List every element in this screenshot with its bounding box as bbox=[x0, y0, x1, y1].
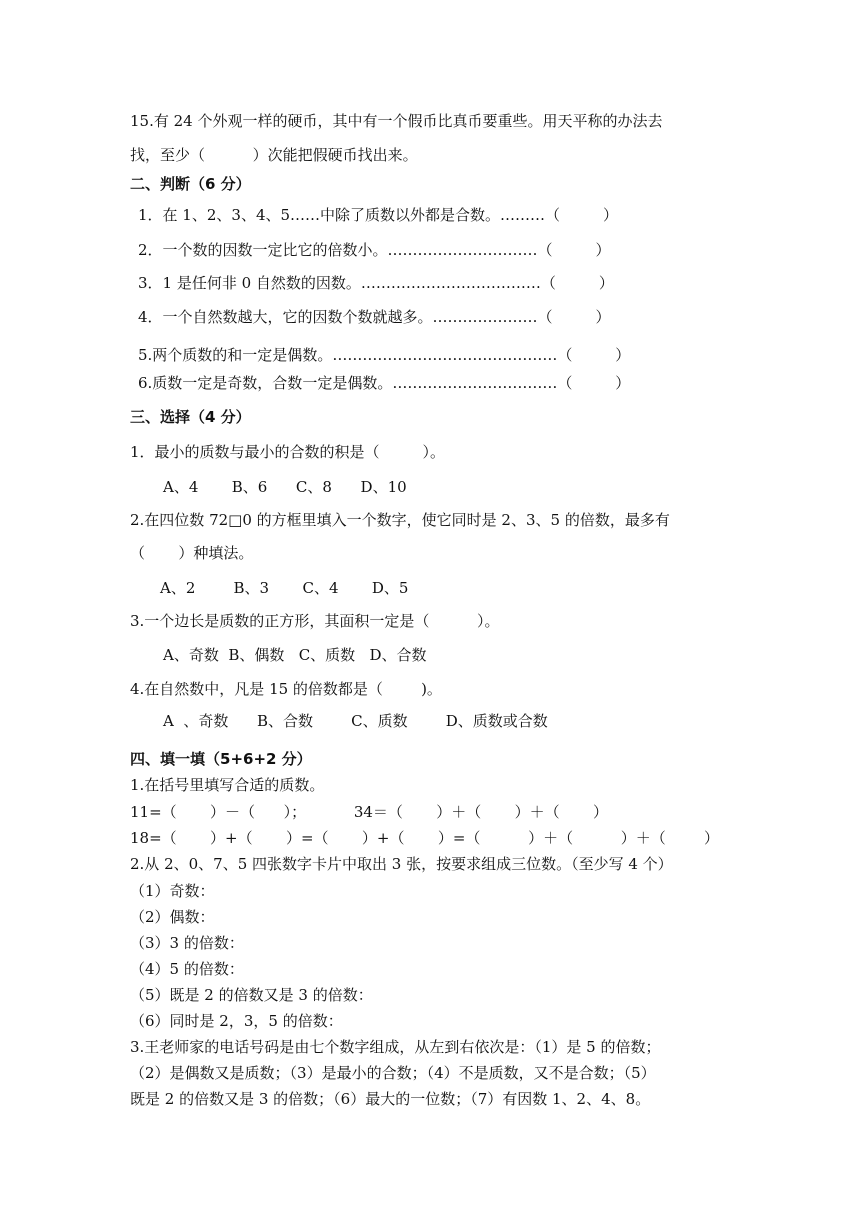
judgement-item-6: 6.质数一定是奇数，合数一定是偶数。……………………………（ ） bbox=[138, 374, 631, 392]
choice-q4: 4.在自然数中，凡是 15 的倍数都是（ )。 bbox=[130, 680, 442, 698]
fill-q3-line-2: （2）是偶数又是质数；（3）是最小的合数；（4）不是质数，又不是合数；（5） bbox=[130, 1064, 656, 1082]
fill-q3-line-3: 既是 2 的倍数又是 3 的倍数；（6）最大的一位数；（7）有因数 1、2、4、8。 bbox=[130, 1090, 651, 1108]
fill-q2-item-5: （5）既是 2 的倍数又是 3 的倍数： bbox=[130, 986, 373, 1004]
fill-q2-item-3: （3）3 的倍数： bbox=[130, 934, 244, 952]
fill-q1-row-1: 11=（ ）－（ ）； 34＝（ ）＋（ ）＋（ ） bbox=[130, 803, 609, 821]
choice-q3-options: A、奇数 B、偶数 C、质数 D、合数 bbox=[163, 646, 427, 664]
fill-q2: 2.从 2、0、7、5 四张数字卡片中取出 3 张，按要求组成三位数。（至少写 4 个） bbox=[130, 855, 673, 873]
fill-q2-item-6: （6）同时是 2，3，5 的倍数： bbox=[130, 1012, 343, 1030]
choice-q1: 1．最小的质数与最小的合数的积是（ ）。 bbox=[130, 443, 445, 461]
fill-q1: 1.在括号里填写合适的质数。 bbox=[130, 776, 325, 794]
choice-q2-line-1: 2.在四位数 72□0 的方框里填入一个数字，使它同时是 2、3、5 的倍数，最多有 bbox=[130, 511, 670, 529]
section-heading-choice: 三、选择（4 分） bbox=[130, 408, 251, 426]
fill-q2-item-4: （4）5 的倍数： bbox=[130, 960, 244, 978]
choice-q4-options: A 、奇数 B、合数 C、质数 D、质数或合数 bbox=[163, 712, 548, 730]
choice-q3: 3.一个边长是质数的正方形，其面积一定是（ ）。 bbox=[130, 612, 500, 630]
judgement-item-1: 1．在 1、2、3、4、5……中除了质数以外都是合数。………（ ） bbox=[138, 206, 618, 224]
choice-q1-options: A、4 B、6 C、8 D、10 bbox=[163, 478, 407, 496]
q15-line-2: 找，至少（ ）次能把假硬币找出来。 bbox=[130, 146, 418, 164]
fill-q1-row-2: 18=（ ）+（ ）=（ ）+（ ）=（ ）＋（ ）＋（ ） bbox=[130, 829, 719, 847]
judgement-item-4: 4．一个自然数越大，它的因数个数就越多。…………………（ ） bbox=[138, 308, 611, 326]
choice-q2-line-2: （ ）种填法。 bbox=[130, 544, 254, 562]
section-heading-judgement: 二、判断（6 分） bbox=[130, 175, 251, 193]
q15-line-1: 15.有 24 个外观一样的硬币，其中有一个假币比真币要重些。用天平称的办法去 bbox=[130, 112, 663, 130]
judgement-item-5: 5.两个质数的和一定是偶数。………………………………………（ ） bbox=[138, 346, 631, 364]
judgement-item-2: 2．一个数的因数一定比它的倍数小。…………………………（ ） bbox=[138, 241, 611, 259]
fill-q3-line-1: 3.王老师家的电话号码是由七个数字组成，从左到右依次是：（1）是 5 的倍数； bbox=[130, 1038, 661, 1056]
choice-q2-options: A、2 B、3 C、4 D、5 bbox=[160, 579, 409, 597]
fill-q2-item-2: （2）偶数： bbox=[130, 908, 215, 926]
fill-q2-item-1: （1）奇数： bbox=[130, 882, 215, 900]
section-heading-fill: 四、填一填（5+6+2 分） bbox=[130, 750, 312, 768]
judgement-item-3: 3．1 是任何非 0 自然数的因数。………………………………（ ） bbox=[138, 274, 614, 292]
